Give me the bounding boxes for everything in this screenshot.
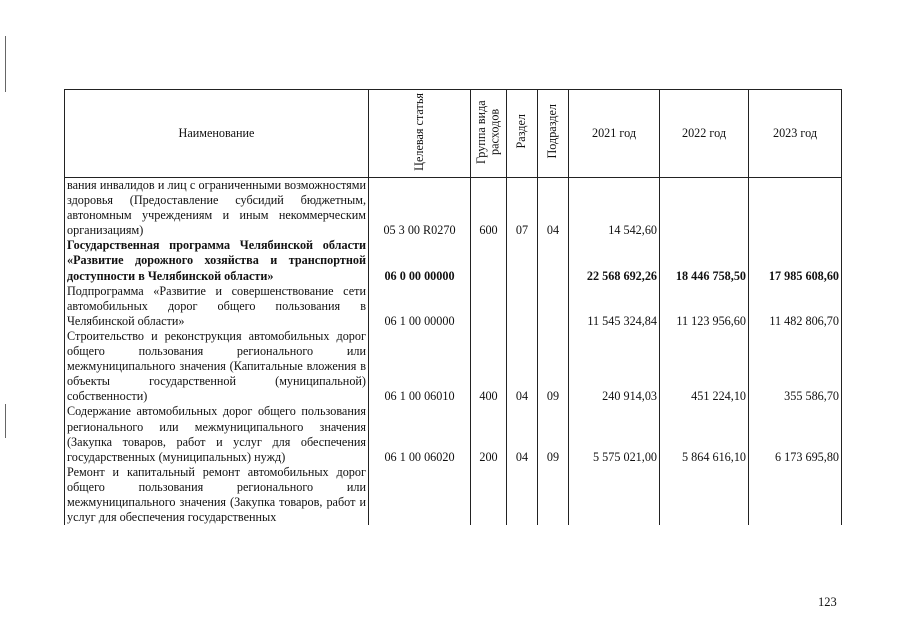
table-row [65, 178, 842, 239]
row-2023: 6 173 695,80 [749, 404, 842, 464]
row-subsection: 09 [538, 329, 569, 404]
page-number: 123 [818, 595, 837, 609]
row-subsection [538, 284, 569, 329]
budget-table [64, 89, 842, 525]
row-subsection: 09 [538, 404, 569, 464]
row-section [507, 284, 538, 329]
row-2022: 5 864 616,10 [660, 404, 749, 464]
row-code: 06 0 00 00000 [369, 238, 471, 283]
row-2022: 18 446 758,50 [660, 238, 749, 283]
row-name: вания инвалидов и лиц с ограниченными возможностями здоровья (Предоставление субсидий бюджетным, автономным учреждениям и иным некоммерческим организациям) [65, 178, 369, 239]
row-code: 05 3 00 R0270 [369, 178, 471, 239]
scan-edge-mark-bottom [5, 404, 6, 438]
table-row [65, 465, 842, 525]
row-code [369, 465, 471, 525]
header-year-2022: 2022 год [660, 90, 749, 178]
row-2021: 11 545 324,84 [569, 284, 660, 329]
row-2021: 14 542,60 [569, 178, 660, 239]
row-group [471, 465, 507, 525]
row-section: 07 [507, 178, 538, 239]
row-name: Государственная программа Челябинской области «Развитие дорожного хозяйства и транспортной доступности в Челябинской области» [65, 238, 369, 283]
row-2023 [749, 178, 842, 239]
row-name: Ремонт и капитальный ремонт автомобильных дорог общего пользования регионального или межмуниципального значения (Закупка товаров, работ и услуг для обеспечения государственных [65, 465, 369, 525]
row-2021 [569, 465, 660, 525]
row-2022: 11 123 956,60 [660, 284, 749, 329]
table-row [65, 404, 842, 464]
row-2022 [660, 465, 749, 525]
row-section [507, 238, 538, 283]
scan-edge-mark-top [5, 36, 6, 92]
row-2021: 22 568 692,26 [569, 238, 660, 283]
row-group: 200 [471, 404, 507, 464]
table-row [65, 238, 842, 283]
row-code: 06 1 00 00000 [369, 284, 471, 329]
row-subsection [538, 238, 569, 283]
row-section: 04 [507, 329, 538, 404]
row-2023: 17 985 608,60 [749, 238, 842, 283]
row-code: 06 1 00 06020 [369, 404, 471, 464]
header-year-2021: 2021 год [569, 90, 660, 178]
row-2023: 355 586,70 [749, 329, 842, 404]
row-2021: 240 914,03 [569, 329, 660, 404]
row-2023 [749, 465, 842, 525]
table-header-row [65, 90, 842, 178]
row-code: 06 1 00 06010 [369, 329, 471, 404]
row-subsection: 04 [538, 178, 569, 239]
row-name: Содержание автомобильных дорог общего пользования регионального или межмуниципального значения (Закупка товаров, работ и услуг для обеспечения государственных (муниципальных) нужд) [65, 404, 369, 464]
row-2022: 451 224,10 [660, 329, 749, 404]
header-target-article: Целевая статья [369, 90, 471, 178]
row-group [471, 284, 507, 329]
header-year-2023: 2023 год [749, 90, 842, 178]
row-subsection [538, 465, 569, 525]
table-row [65, 329, 842, 404]
header-section: Раздел [507, 90, 538, 178]
header-subsection: Подраздел [538, 90, 569, 178]
table-row [65, 284, 842, 329]
row-name: Строительство и реконструкция автомобильных дорог общего пользования регионального или межмуниципального значения (Капитальные вложения в объекты государственной (муниципальной) собственности) [65, 329, 369, 404]
row-2021: 5 575 021,00 [569, 404, 660, 464]
row-section: 04 [507, 404, 538, 464]
header-name: Наименование [65, 90, 369, 178]
row-2023: 11 482 806,70 [749, 284, 842, 329]
header-expense-group: Группа вида расходов [471, 90, 507, 178]
row-name: Подпрограмма «Развитие и совершенствование сети автомобильных дорог общего пользования в Челябинской области» [65, 284, 369, 329]
row-group: 600 [471, 178, 507, 239]
row-section [507, 465, 538, 525]
row-2022 [660, 178, 749, 239]
row-group: 400 [471, 329, 507, 404]
row-group [471, 238, 507, 283]
